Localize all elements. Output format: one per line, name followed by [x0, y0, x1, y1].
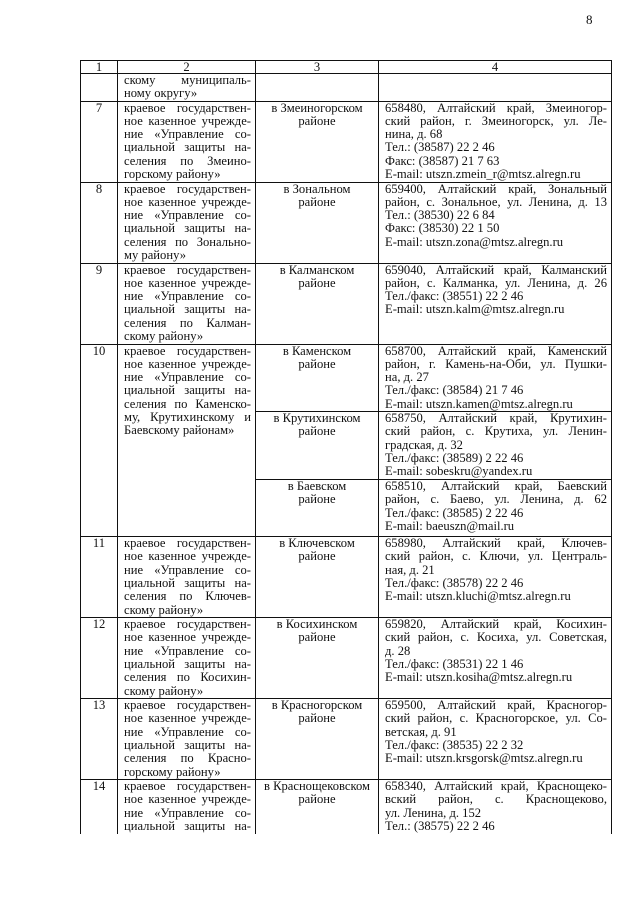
table-header-row [81, 61, 612, 74]
institution-name-line: циальной защиты на- [124, 303, 251, 317]
email-line: E-mail: utszn.kamen@mtsz.alregn.ru [385, 397, 573, 411]
district-cell [256, 480, 379, 537]
district-line: в Зональном [283, 182, 351, 196]
institution-name-line: краевое государствен- [124, 101, 251, 115]
district-line: в Ключевском [279, 537, 355, 551]
institution-name-line: ное казенное учрежде- [124, 114, 251, 128]
district-cell [256, 537, 379, 618]
contacts-cell [379, 699, 612, 780]
institution-name-line: циальной защиты на- [124, 576, 251, 590]
institution-name-cell [118, 182, 256, 263]
address-line: д. 28 [385, 644, 411, 658]
row-number [81, 537, 118, 618]
district-line: районе [298, 114, 336, 128]
district-cell [256, 263, 379, 344]
address-line: 658510, Алтайский край, Баевский [385, 480, 607, 494]
table-row [81, 74, 612, 102]
table-row [81, 699, 612, 780]
institution-name-line: краевое государствен- [124, 263, 251, 277]
district-cell [256, 780, 379, 834]
row-number-text: 12 [92, 618, 106, 632]
table-row [81, 182, 612, 263]
institution-name-line: краевое государствен- [124, 618, 251, 632]
institution-name-line: циальной защиты на- [124, 657, 251, 671]
email-line: E-mail: baeuszn@mail.ru [385, 519, 515, 533]
address-line: район, с. Зональное, ул. Ленина, д. 13 [385, 195, 607, 209]
district-line: районе [298, 357, 336, 371]
institution-name-line: циальной защиты на- [124, 384, 251, 398]
row-number [81, 699, 118, 780]
district-line: районе [298, 793, 336, 807]
row-number-text: 10 [92, 344, 106, 358]
table-row [81, 101, 612, 182]
address-line: район, с. Калманка, ул. Ленина, д. 26 [385, 276, 607, 290]
phone-line: Тел.: (38587) 22 2 46 [385, 141, 495, 155]
address-line: 659820, Алтайский край, Косихин- [385, 618, 607, 632]
institution-name-cell [118, 344, 256, 536]
institution-name-line: селения по Косихин- [124, 671, 251, 685]
email-line: E-mail: utszn.krsgorsk@mtsz.alregn.ru [385, 752, 583, 766]
contacts-cell [379, 182, 612, 263]
districts-table [80, 60, 612, 834]
district-line: в Каменском [282, 344, 352, 358]
empty-cell [81, 74, 118, 102]
contacts-cell [379, 101, 612, 182]
address-line: нина, д. 68 [385, 128, 443, 142]
phone-line: Тел./факс: (38535) 22 2 32 [385, 738, 524, 752]
district-line: районе [298, 276, 336, 290]
email-line: E-mail: utszn.kluchi@mtsz.alregn.ru [385, 590, 571, 604]
column-header-3: 3 [256, 61, 379, 74]
email-line: E-mail: utszn.kosiha@mtsz.alregn.ru [385, 671, 573, 685]
address-line: ский район, с. Косиха, ул. Советская, [385, 631, 607, 645]
institution-name-line: краевое государствен- [124, 699, 251, 713]
institution-name-line: Баевскому районам» [124, 424, 235, 438]
table-row [81, 537, 612, 618]
contacts-cell [379, 263, 612, 344]
table-row [81, 618, 612, 699]
phone-line: Тел./факс: (38578) 22 2 46 [385, 576, 524, 590]
district-line: в Баевском [287, 480, 347, 494]
institution-name-line: селения по Змеино- [124, 154, 251, 168]
district-line: районе [298, 550, 336, 564]
district-cell [256, 618, 379, 699]
institution-name-line: селения по Ключев- [124, 590, 251, 604]
district-line: районе [298, 425, 336, 439]
institution-name-line: ное казенное учрежде- [124, 793, 251, 807]
institution-name-line: ние «Управление со- [124, 563, 251, 577]
email-line: E-mail: sobeskru@yandex.ru [385, 465, 533, 479]
row-number [81, 101, 118, 182]
institution-name-line: ние «Управление со- [124, 209, 251, 223]
institution-name-line: краевое государствен- [124, 344, 251, 358]
phone-line: Тел.: (38530) 22 6 84 [385, 209, 495, 223]
address-line: 658700, Алтайский край, Каменский [385, 344, 607, 358]
district-line: в Крутихинском [273, 412, 361, 426]
fax-line: Факс: (38587) 21 7 63 [385, 154, 500, 168]
institution-name-line: ное казенное учрежде- [124, 195, 251, 209]
institution-name-cell [118, 618, 256, 699]
institution-name-line: ное казенное учрежде- [124, 550, 251, 564]
institution-name-line: скому муниципаль- [124, 74, 251, 87]
institution-name-line: краевое государствен- [124, 780, 251, 794]
address-line: ул. Ленина, д. 152 [385, 806, 482, 820]
contacts-cell [379, 780, 612, 834]
institution-name-line: горскому району» [124, 765, 221, 779]
row-number [81, 263, 118, 344]
row-number-text: 14 [92, 780, 106, 794]
address-line: вский район, с. Краснощеково, [385, 793, 607, 807]
address-line: 658750, Алтайский край, Крутихин- [385, 412, 607, 426]
district-line: районе [298, 195, 336, 209]
address-line: 658340, Алтайский край, Краснощеко- [385, 780, 607, 794]
institution-name-line: скому району» [124, 603, 204, 617]
phone-line: Тел./факс: (38585) 2 22 46 [385, 506, 524, 520]
institution-name-line: ное казенное учрежде- [124, 276, 251, 290]
institution-name-line: скому району» [124, 684, 204, 698]
contacts-cell [379, 537, 612, 618]
contacts-cell [379, 480, 612, 537]
empty-cell [379, 74, 612, 102]
address-line: ветская, д. 91 [385, 725, 457, 739]
contacts-cell [379, 412, 612, 480]
institution-name-line: краевое государствен- [124, 537, 251, 551]
institution-name-line: циальной защиты на- [124, 738, 251, 752]
institution-name-line: селения по Каменско- [124, 397, 251, 411]
row-number-text: 7 [95, 101, 103, 115]
institution-name-line: ному округу» [124, 87, 198, 101]
institution-name-line: му району» [124, 249, 186, 263]
phone-line: Тел./факс: (38551) 22 2 46 [385, 290, 524, 304]
institution-name-line: ное казенное учрежде- [124, 712, 251, 726]
district-line: в Калманском [279, 263, 355, 277]
institution-name-cell [118, 263, 256, 344]
table-row [81, 344, 612, 411]
table-row [81, 780, 612, 834]
address-line: 659400, Алтайский край, Зональный [385, 182, 607, 196]
institution-name-line: циальной защиты на- [124, 222, 251, 236]
institution-name-line: ное казенное учрежде- [124, 631, 251, 645]
institution-name-cell [118, 101, 256, 182]
district-line: в Красногорском [271, 699, 363, 713]
institution-name-line: циальной защиты на- [124, 819, 251, 833]
institution-name-line: селения по Зонально- [124, 235, 251, 249]
institution-name-line: ние «Управление со- [124, 644, 251, 658]
row-number [81, 618, 118, 699]
address-line: ский район, с. Ключи, ул. Централь- [385, 550, 607, 564]
row-number [81, 182, 118, 263]
district-line: в Змеиногорском [271, 101, 363, 115]
address-line: 659040, Алтайский край, Калманский [385, 263, 607, 277]
district-cell [256, 412, 379, 480]
phone-line: Тел./факс: (38589) 2 22 46 [385, 451, 524, 465]
address-line: 658480, Алтайский край, Змеиногор- [385, 101, 607, 115]
district-line: районе [298, 712, 336, 726]
column-header-4: 4 [379, 61, 612, 74]
address-line: ная, д. 21 [385, 563, 435, 577]
address-line: район, г. Камень-на-Оби, ул. Пушки- [385, 357, 607, 371]
address-line: ский район, с. Крутиха, ул. Ленин- [385, 425, 607, 439]
institution-name-line: ние «Управление со- [124, 128, 251, 142]
institution-name-line: горскому району» [124, 168, 221, 182]
address-line: 659500, Алтайский край, Красногор- [385, 699, 607, 713]
address-line: ский район, с. Красногорское, ул. Со- [385, 712, 607, 726]
institution-name-line: му, Крутихинскому и [124, 411, 251, 425]
address-line: 658980, Алтайский край, Ключев- [385, 537, 607, 551]
row-number-text: 8 [95, 182, 103, 196]
address-line: район, с. Баево, ул. Ленина, д. 62 [385, 493, 607, 507]
email-line: E-mail: utszn.zona@mtsz.alregn.ru [385, 235, 564, 249]
district-cell [256, 699, 379, 780]
address-line: на, д. 27 [385, 371, 429, 385]
phone-line: Тел.: (38575) 22 2 46 [385, 819, 495, 833]
row-number [81, 344, 118, 536]
institution-name-line: ние «Управление со- [124, 806, 251, 820]
page-number: 8 [586, 12, 593, 27]
contacts-cell [379, 618, 612, 699]
district-cell [256, 182, 379, 263]
contacts-cell [379, 344, 612, 411]
row-number-text: 11 [92, 537, 106, 551]
institution-name-cell [118, 780, 256, 834]
district-cell [256, 101, 379, 182]
table-row [81, 263, 612, 344]
institution-name-line: селения по Красно- [124, 752, 251, 766]
institution-name-cell [118, 74, 256, 102]
empty-cell [256, 74, 379, 102]
row-number-text: 9 [95, 263, 103, 277]
district-line: в Косихинском [276, 618, 358, 632]
row-number [81, 780, 118, 834]
institution-name-line: скому району» [124, 330, 204, 344]
address-line: градская, д. 32 [385, 438, 463, 452]
institution-name-line: селения по Калман- [124, 316, 251, 330]
district-line: районе [298, 631, 336, 645]
email-line: E-mail: utszn.kalm@mtsz.alregn.ru [385, 303, 565, 317]
email-line: E-mail: utszn.zmein_r@mtsz.alregn.ru [385, 168, 581, 182]
district-line: районе [298, 493, 336, 507]
institution-name-line: ние «Управление со- [124, 725, 251, 739]
institution-name-line: ное казенное учрежде- [124, 357, 251, 371]
institution-name-line: ние «Управление со- [124, 371, 251, 385]
district-line: в Краснощековском [263, 780, 371, 794]
district-cell [256, 344, 379, 411]
institution-name-cell [118, 699, 256, 780]
column-header-2: 2 [118, 61, 256, 74]
fax-line: Факс: (38530) 22 1 50 [385, 222, 500, 236]
phone-line: Тел./факс: (38584) 21 7 46 [385, 384, 524, 398]
institution-name-line: циальной защиты на- [124, 141, 251, 155]
column-header-1: 1 [81, 61, 118, 74]
institution-name-line: краевое государствен- [124, 182, 251, 196]
institution-name-line: ние «Управление со- [124, 290, 251, 304]
institution-name-cell [118, 537, 256, 618]
phone-line: Тел./факс: (38531) 22 1 46 [385, 657, 524, 671]
row-number-text: 13 [92, 699, 106, 713]
address-line: ский район, г. Змеиногорск, ул. Ле- [385, 114, 607, 128]
